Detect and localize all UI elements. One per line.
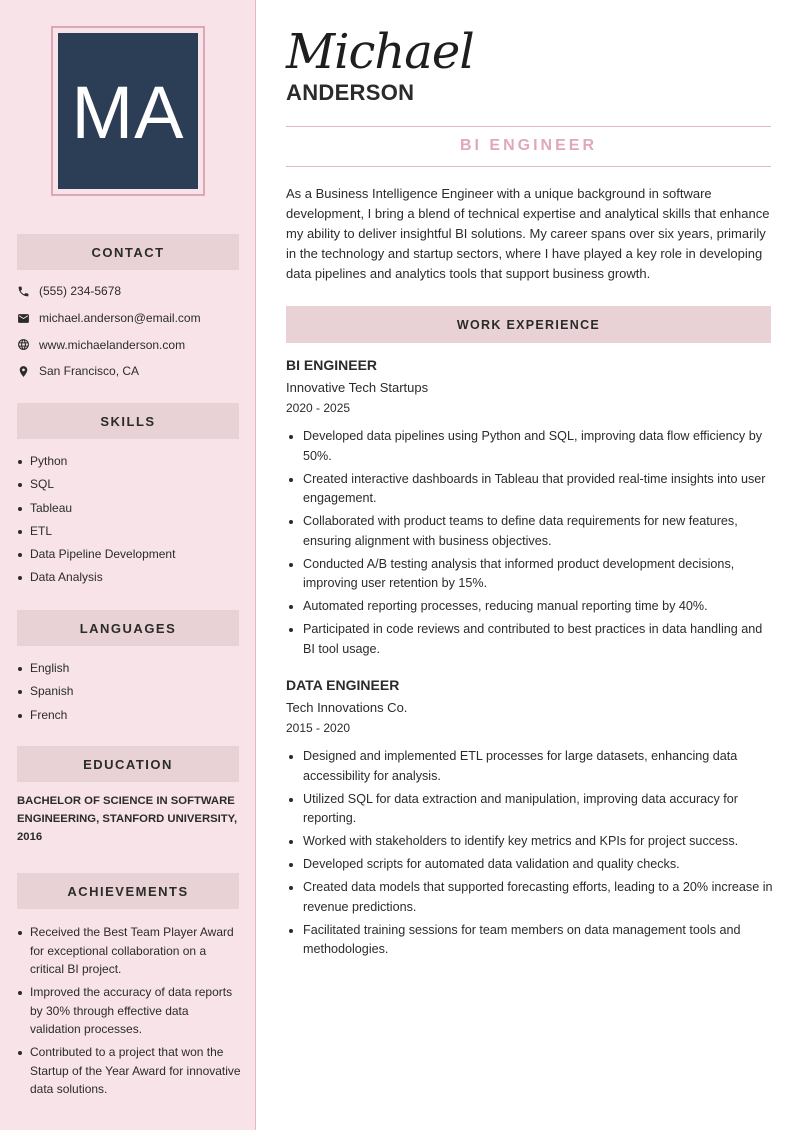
skill-item: ETL	[17, 522, 242, 541]
job-company: Innovative Tech Startups	[286, 380, 429, 395]
job-bullet: Created interactive dashboards in Tableau that provided real-time insights into user engagement.	[286, 470, 776, 509]
phone-text: (555) 234-5678	[39, 284, 122, 299]
website-text: www.michaelanderson.com	[39, 337, 186, 352]
job-bullet: Created data models that supported forecasting efforts, leading to a 20% increase in revenue predictions.	[286, 878, 776, 917]
job-dates: 2015 - 2020	[286, 721, 351, 735]
location-text: San Francisco, CA	[39, 364, 140, 379]
job-role: BI ENGINEER	[286, 357, 378, 373]
language-item: French	[17, 706, 242, 725]
job-role: DATA ENGINEER	[286, 677, 400, 693]
achievements-heading: ACHIEVEMENTS	[17, 873, 239, 909]
job-bullet: Worked with stakeholders to identify key metrics and KPIs for project success.	[286, 832, 776, 852]
languages-heading: LANGUAGES	[17, 610, 239, 646]
map-pin-icon	[17, 365, 39, 378]
job-bullet: Participated in code reviews and contributed to best practices in data handling and BI tool usage.	[286, 620, 776, 659]
contact-email	[17, 305, 247, 332]
job-bullet: Automated reporting processes, reducing manual reporting time by 40%.	[286, 597, 776, 617]
skill-item: Data Pipeline Development	[17, 545, 242, 564]
first-name: Michael	[286, 24, 474, 80]
job-company: Tech Innovations Co.	[286, 700, 408, 715]
contact-location	[17, 358, 247, 385]
skill-item: Data Analysis	[17, 568, 242, 587]
languages-list	[17, 659, 242, 729]
monogram-frame	[51, 26, 205, 196]
job-bullet: Collaborated with product teams to define data requirements for new features, ensuring alignment with business objectives.	[286, 512, 776, 551]
education-heading: EDUCATION	[17, 746, 239, 782]
job-title: BI ENGINEER	[459, 137, 597, 154]
job-bullet: Utilized SQL for data extraction and manipulation, improving data accuracy for reporting.	[286, 790, 776, 829]
job-bullet: Facilitated training sessions for team members on data management tools and methodologies.	[286, 921, 776, 960]
email-text: michael.anderson@email.com	[39, 311, 201, 326]
job-bullet: Developed scripts for automated data validation and quality checks.	[286, 855, 776, 875]
job-bullet: Designed and implemented ETL processes for large datasets, enhancing data accessibility for analysis.	[286, 747, 776, 786]
skill-item: Python	[17, 452, 242, 471]
language-item: Spanish	[17, 682, 242, 701]
job-bullet: Developed data pipelines using Python and SQL, improving data flow efficiency by 50%.	[286, 427, 776, 466]
summary: As a Business Intelligence Engineer with a unique background in software development, I bring a blend of technical expertise and analytical skills that enhance my ability to deliver insightful BI solutions. My career spans over six years, primarily in the technology and startup sectors, where I have played a key role in developing data pipelines and analytics tools that support business growth.	[286, 186, 770, 281]
title-rule-bottom	[286, 166, 771, 167]
sidebar	[0, 0, 256, 1130]
title-rule-top	[286, 126, 771, 127]
main-content	[257, 0, 800, 1130]
monogram-box	[58, 33, 198, 189]
experience-entry	[286, 357, 776, 663]
monogram-text: MA	[71, 71, 185, 154]
job-bullets	[286, 747, 776, 960]
job-bullets	[286, 427, 776, 659]
last-name: ANDERSON	[286, 80, 415, 105]
work-experience-heading: WORK EXPERIENCE	[286, 306, 771, 343]
achievement-item: Received the Best Team Player Award for exceptional collaboration on a critical BI project.	[17, 923, 242, 979]
job-dates: 2020 - 2025	[286, 401, 351, 415]
achievements-list	[17, 923, 242, 1103]
job-bullet: Conducted A/B testing analysis that informed product development decisions, improving user retention by 15%.	[286, 555, 776, 594]
phone-icon	[17, 285, 39, 298]
skill-item: Tableau	[17, 499, 242, 518]
contact-heading: CONTACT	[17, 234, 239, 270]
experience-entry	[286, 677, 776, 963]
achievement-item: Improved the accuracy of data reports by 30% through effective data validation processes.	[17, 983, 242, 1039]
skills-heading: SKILLS	[17, 403, 239, 439]
envelope-icon	[17, 312, 39, 325]
skills-list	[17, 452, 242, 592]
skill-item: SQL	[17, 475, 242, 494]
contact-list	[17, 278, 247, 385]
contact-phone	[17, 278, 247, 305]
globe-icon	[17, 338, 39, 351]
achievement-item: Contributed to a project that won the Startup of the Year Award for innovative data solutions.	[17, 1043, 242, 1099]
language-item: English	[17, 659, 242, 678]
contact-website	[17, 331, 247, 358]
education-text: BACHELOR OF SCIENCE IN SOFTWARE ENGINEERING, STANFORD UNIVERSITY, 2016	[17, 795, 238, 844]
